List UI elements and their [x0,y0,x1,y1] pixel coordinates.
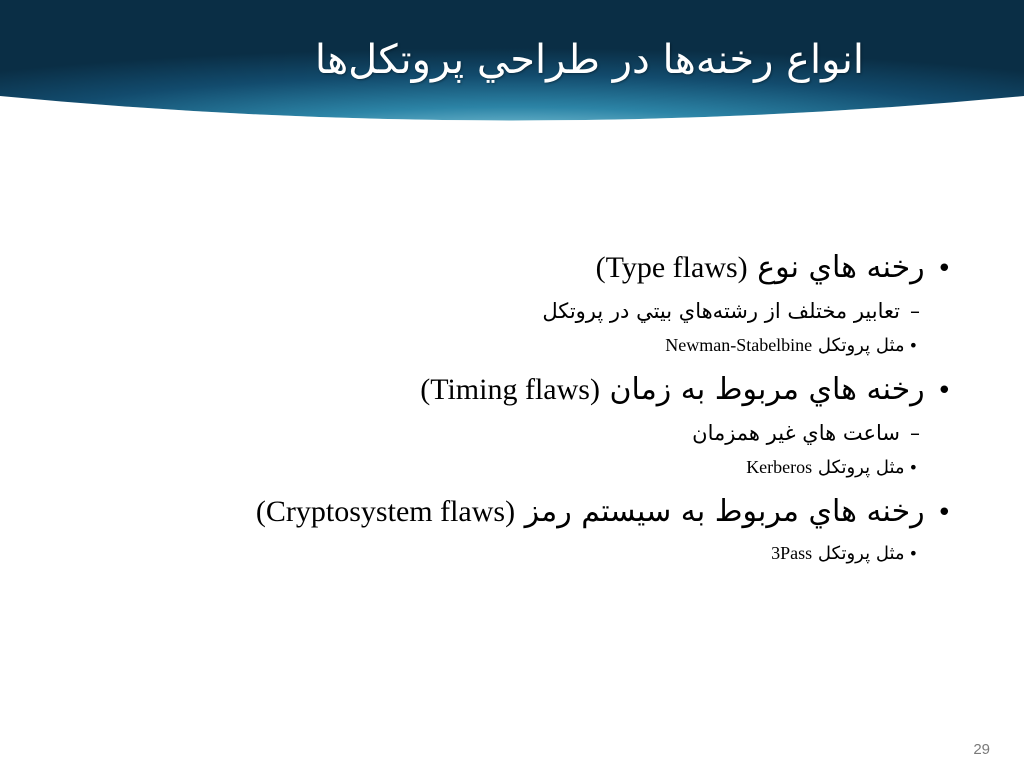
sub-bullet [52,299,952,323]
bullet-dot-icon: • [908,544,918,563]
sub-bullet-text: ساعت هاي غير همزمان [692,421,900,445]
bullet-type-flaws [52,250,952,285]
example-text-en: 3Pass [771,543,813,563]
slide-title: انواع رخنه‌ها در طراحي پروتكل‌ها [314,37,864,83]
example-bullet [52,335,952,356]
bullet-list [52,250,952,580]
example-text-fa: مثل پروتكل [817,335,905,356]
bullet-text-fa: رخنه هاي مربوط به سيستم رمز [524,494,925,529]
bullet-dot-icon: • [936,254,952,284]
bullet-text-en: (Cryptosystem flaws) [255,495,516,528]
bullet-text-fa: رخنه هاي نوع [757,250,925,285]
bullet-dot-icon: • [908,336,918,355]
bullet-dot-icon: • [936,376,952,406]
bullet-dot-icon: • [908,458,918,477]
example-text-en: Kerberos [746,457,813,477]
dash-icon: – [910,421,920,445]
bullet-text-fa: رخنه هاي مربوط به زمان [609,372,925,407]
bullet-timing-flaws [52,372,952,407]
example-bullet [52,457,952,478]
example-text-fa: مثل پروتكل [817,457,905,478]
example-bullet [52,543,952,564]
bullet-cryptosystem-flaws [52,494,952,529]
bullet-text-en: (Type flaws) [595,251,748,284]
bullet-dot-icon: • [936,498,952,528]
sub-bullet-text: تعابير مختلف از رشته‌هاي بيتي در پروتكل [542,299,900,323]
example-text-fa: مثل پروتكل [817,543,905,564]
dash-icon: – [910,299,920,323]
sub-bullet [52,421,952,445]
page-number: 29 [973,741,990,758]
example-text-en: Newman-Stabelbine [665,335,813,355]
bullet-text-en: (Timing flaws) [420,373,600,406]
